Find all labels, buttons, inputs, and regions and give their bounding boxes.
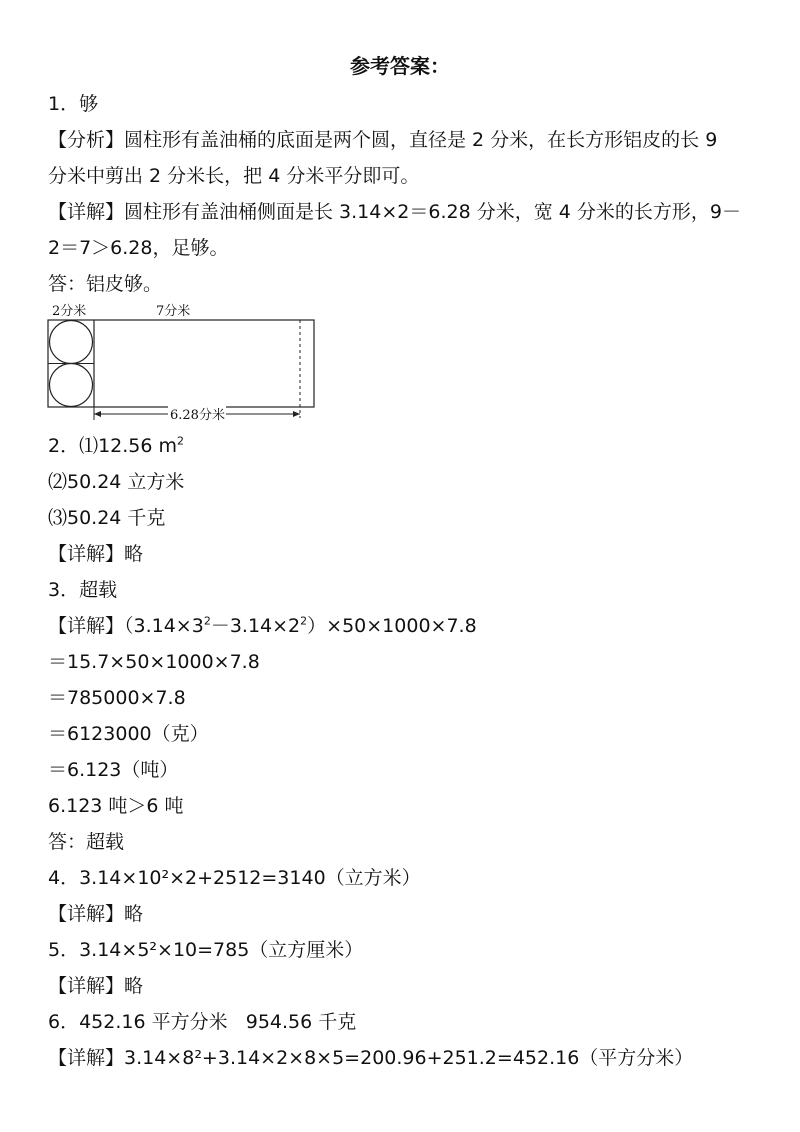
q3-detail-a: 【详解】（3.14×3 xyxy=(48,615,204,637)
q3-step: ＝15.7×50×1000×7.8 xyxy=(48,651,260,673)
label-2-decimeter: 2分米 xyxy=(52,304,87,319)
q1-answer: 1．够 xyxy=(48,93,99,115)
q2-part3: ⑶50.24 千克 xyxy=(48,507,166,529)
q1-analysis-line1: 【分析】圆柱形有盖油桶的底面是两个圆，直径是 2 分米，在长方形铝皮的长 9 xyxy=(48,129,718,151)
q2-part1 xyxy=(48,432,768,460)
q3-step: ＝6.123（吨） xyxy=(48,759,179,781)
q3-answer: 3．超载 xyxy=(48,579,118,601)
q3-detail-b: －3.14×2 xyxy=(210,615,301,637)
aluminum-sheet-diagram xyxy=(46,300,326,430)
q6-detail: 【详解】3.14×8²+3.14×2×8×5=200.96+251.2=452.16（平方分米） xyxy=(48,1047,694,1069)
q1-detail-line2: 2＝7＞6.28，足够。 xyxy=(48,237,229,259)
page-title: 参考答案： xyxy=(350,54,450,78)
q2-detail: 【详解】略 xyxy=(48,543,144,565)
bottom-circle xyxy=(50,364,93,407)
q5-detail: 【详解】略 xyxy=(48,975,144,997)
q6-answer: 6．452.16 平方分米 954.56 千克 xyxy=(48,1011,357,1033)
q3-detail-sup2: 2 xyxy=(300,614,308,628)
q1-detail-line1: 【详解】圆柱形有盖油桶侧面是长 3.14×2＝6.28 分米，宽 4 分米的长方形，9－ xyxy=(48,201,741,223)
q3-conclusion: 答：超载 xyxy=(48,831,125,853)
q1-analysis-line2: 分米中剪出 2 分米长，把 4 分米平分即可。 xyxy=(48,165,420,187)
q3-detail-c: ）×50×1000×7.8 xyxy=(307,615,477,637)
top-circle xyxy=(50,321,93,364)
label-6-28-decimeter: 6.28分米 xyxy=(170,408,225,423)
q3-detail-sup1: 2 xyxy=(203,614,211,628)
arrow-right xyxy=(293,411,300,417)
q2-part1-text: 2．⑴12.56 m xyxy=(48,435,178,457)
q3-step: ＝6123000（克） xyxy=(48,723,209,745)
q4-answer: 4．3.14×10²×2+2512=3140（立方米） xyxy=(48,867,421,889)
arrow-left xyxy=(94,411,101,417)
q1-conclusion: 答：铝皮够。 xyxy=(48,273,163,295)
q5-answer: 5．3.14×5²×10=785（立方厘米） xyxy=(48,939,364,961)
q2-part1-sup: 2 xyxy=(177,434,185,448)
q3-detail xyxy=(48,612,768,640)
q3-comparison: 6.123 吨＞6 吨 xyxy=(48,795,184,817)
q2-part2: ⑵50.24 立方米 xyxy=(48,471,185,493)
label-7-decimeter: 7分米 xyxy=(156,304,191,319)
q4-detail: 【详解】略 xyxy=(48,903,144,925)
q3-step: ＝785000×7.8 xyxy=(48,687,186,709)
